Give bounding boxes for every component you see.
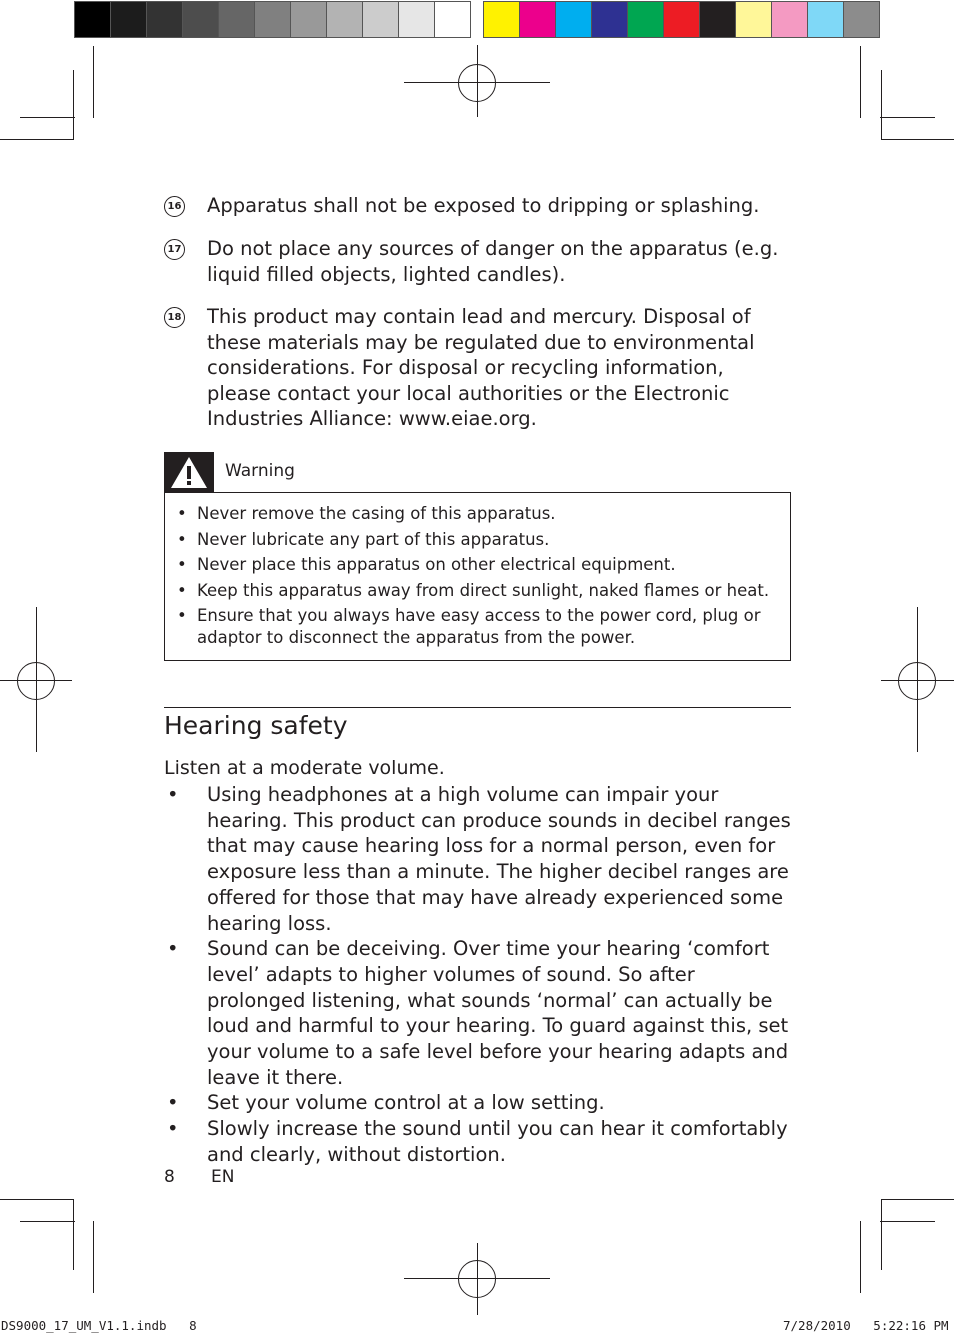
- print-slug-date: 7/28/2010 5:22:16 PM: [783, 1318, 949, 1333]
- warning-label: Warning: [225, 461, 295, 481]
- color-swatch: [591, 1, 627, 38]
- hearing-list-item: • Sound can be deceiving. Over time your hearing ‘comfort level’ adapts to higher volumes of sound. So after prolonged listening, what sounds ‘normal’ can actually be loud and harmful to your hearing. To guard against this, set your volume to a safe level before your hearing adapts and leave it there.: [164, 936, 792, 1090]
- color-swatch: [398, 1, 434, 38]
- safety-item-text: Apparatus shall not be exposed to dripping or splashing.: [207, 194, 760, 217]
- item-number-badge: 16: [164, 196, 185, 217]
- color-swatch: [519, 1, 555, 38]
- item-number-badge: 18: [164, 307, 185, 328]
- hearing-safety-list: [164, 782, 792, 1168]
- warning-list-item: • Never place this apparatus on other electrical equipment.: [177, 554, 777, 576]
- color-swatch: [771, 1, 807, 38]
- color-swatch: [290, 1, 326, 38]
- warning-list-item: • Keep this apparatus away from direct sunlight, naked flames or heat.: [177, 580, 777, 602]
- color-swatch: [735, 1, 771, 38]
- page-number: 8: [164, 1167, 175, 1187]
- color-swatch: [627, 1, 663, 38]
- safety-item-text: Do not place any sources of danger on the apparatus (e.g. liquid filled objects, lighted candles).: [207, 237, 779, 286]
- warning-box: [164, 492, 791, 661]
- color-swatch: [218, 1, 254, 38]
- safety-item-text: This product may contain lead and mercury. Disposal of these materials may be regulated due to environmental considerations. For disposal or recycling information, please contact your local authorities or the Electronic Industries Alliance: www.eiae.org.: [207, 305, 755, 430]
- warning-list-item: • Never remove the casing of this apparatus.: [177, 503, 777, 525]
- section-subheading: Listen at a moderate volume.: [164, 757, 445, 779]
- section-divider: [164, 707, 791, 708]
- color-swatch: [434, 1, 471, 38]
- color-swatch: [110, 1, 146, 38]
- hearing-list-item: • Slowly increase the sound until you can hear it comfortably and clearly, without distortion.: [164, 1116, 792, 1167]
- warning-list-item: • Ensure that you always have easy access to the power cord, plug or adaptor to disconnect the apparatus from the power.: [177, 605, 777, 649]
- color-swatch: [254, 1, 290, 38]
- warning-header: [164, 452, 791, 492]
- warning-triangle-icon: [164, 452, 214, 492]
- color-swatch: [843, 1, 880, 38]
- warning-list: [177, 503, 777, 653]
- color-calibration-bar: [483, 1, 880, 38]
- language-code: EN: [211, 1167, 235, 1187]
- print-slug-file: DS9000_17_UM_V1.1.indb 8: [1, 1318, 197, 1333]
- color-swatch: [663, 1, 699, 38]
- color-swatch: [146, 1, 182, 38]
- warning-list-item: • Never lubricate any part of this apparatus.: [177, 529, 777, 551]
- color-swatch: [555, 1, 591, 38]
- item-number-badge: 17: [164, 239, 185, 260]
- section-title: Hearing safety: [164, 711, 348, 740]
- color-swatch: [483, 1, 519, 38]
- color-swatch: [807, 1, 843, 38]
- grayscale-calibration-bar: [74, 1, 471, 38]
- hearing-list-item: • Using headphones at a high volume can impair your hearing. This product can produce sounds in decibel ranges that may cause hearing loss for a normal person, even for exposure less than a minute. The higher decibel ranges are offered for those that may have already experienced some hearing loss.: [164, 782, 792, 936]
- hearing-list-item: • Set your volume control at a low setting.: [164, 1090, 792, 1116]
- color-swatch: [699, 1, 735, 38]
- color-swatch: [74, 1, 110, 38]
- color-swatch: [362, 1, 398, 38]
- color-swatch: [326, 1, 362, 38]
- color-swatch: [182, 1, 218, 38]
